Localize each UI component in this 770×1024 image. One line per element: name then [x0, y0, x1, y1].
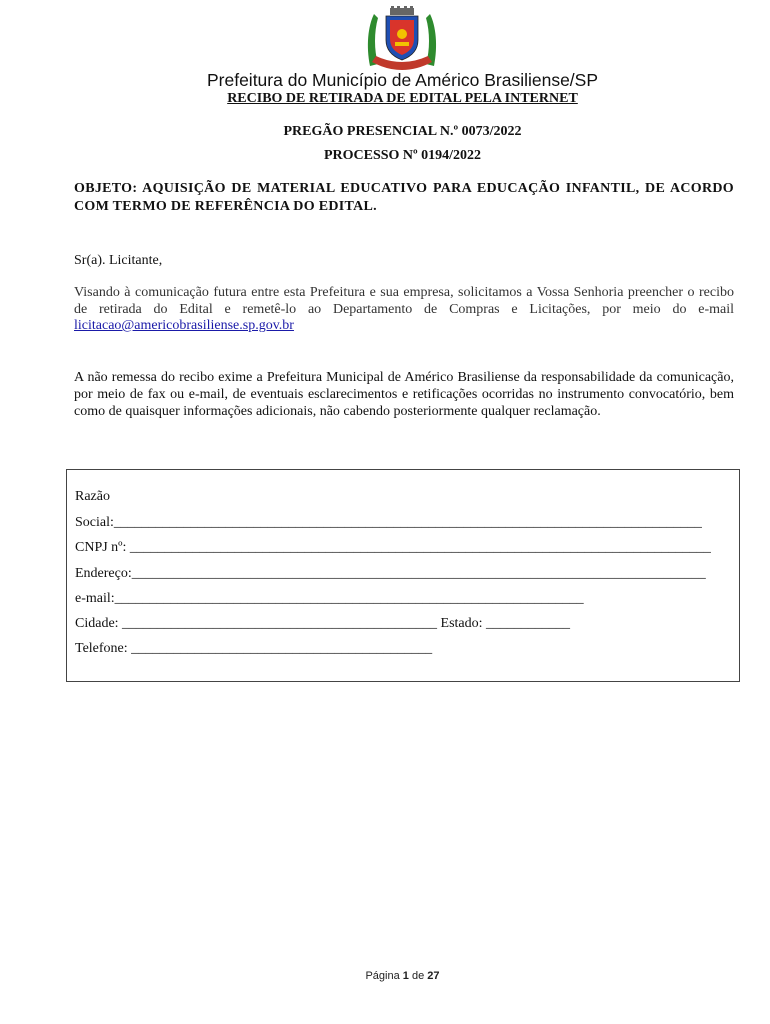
page-total: 27: [427, 970, 440, 982]
telefone-field[interactable]: Telefone: ___________________________________________: [75, 641, 433, 656]
objeto-paragraph: OBJETO: AQUISIÇÃO DE MATERIAL EDUCATIVO PARA EDUCAÇÃO INFANTIL, DE ACORDO COM TERMO DE REFERÊNCIA DO EDITAL.: [74, 181, 734, 214]
disclaimer-paragraph: A não remessa do recibo exime a Prefeitura Municipal de Américo Brasiliense da responsabilidade da comunicação, por meio de fax ou e-mail, de eventuais esclarecimentos e retificações ocorridas no instrumento convocatório, bem como de quaisquer informações adicionais, não cabendo posteriormente qualquer reclamação.: [74, 370, 734, 419]
processo-number: PROCESSO Nº 0194/2022: [323, 148, 482, 163]
social-field[interactable]: Social:____________________________________________________________________________________: [75, 515, 702, 530]
instruction-text: Visando à comunicação futura entre esta Prefeitura e sua empresa, solicitamos a Vossa Senhoria preencher o recibo de retirada do Edital e remetê-lo ao Departamento de Compras e Licitações, por meio do e-mail: [74, 285, 734, 317]
cnpj-field[interactable]: CNPJ nº: ___________________________________________________________________________________: [75, 540, 711, 555]
page-current: 1: [402, 970, 409, 982]
email-field[interactable]: e-mail:___________________________________________________________________: [75, 591, 584, 606]
pregao-number: PREGÃO PRESENCIAL N.º 0073/2022: [283, 124, 522, 139]
page-separator: de: [411, 970, 425, 982]
endereco-field[interactable]: Endereço:__________________________________________________________________________________: [75, 566, 706, 581]
cidade-estado-field[interactable]: Cidade: _____________________________________________ Estado: ____________: [75, 616, 571, 631]
municipal-crest: [362, 6, 442, 70]
instruction-paragraph: [74, 285, 734, 335]
receipt-title: RECIBO DE RETIRADA DE EDITAL PELA INTERNET: [227, 91, 578, 106]
page-number-footer: [0, 970, 770, 982]
razao-label: Razão: [75, 489, 110, 504]
municipality-title: Prefeitura do Município de Américo Brasiliense/SP: [206, 70, 599, 90]
salutation: Sr(a). Licitante,: [74, 253, 163, 268]
page-prefix: Página: [365, 970, 400, 982]
email-link[interactable]: licitacao@americobrasiliense.sp.gov.br: [74, 318, 294, 333]
receipt-form-box: [66, 469, 740, 682]
